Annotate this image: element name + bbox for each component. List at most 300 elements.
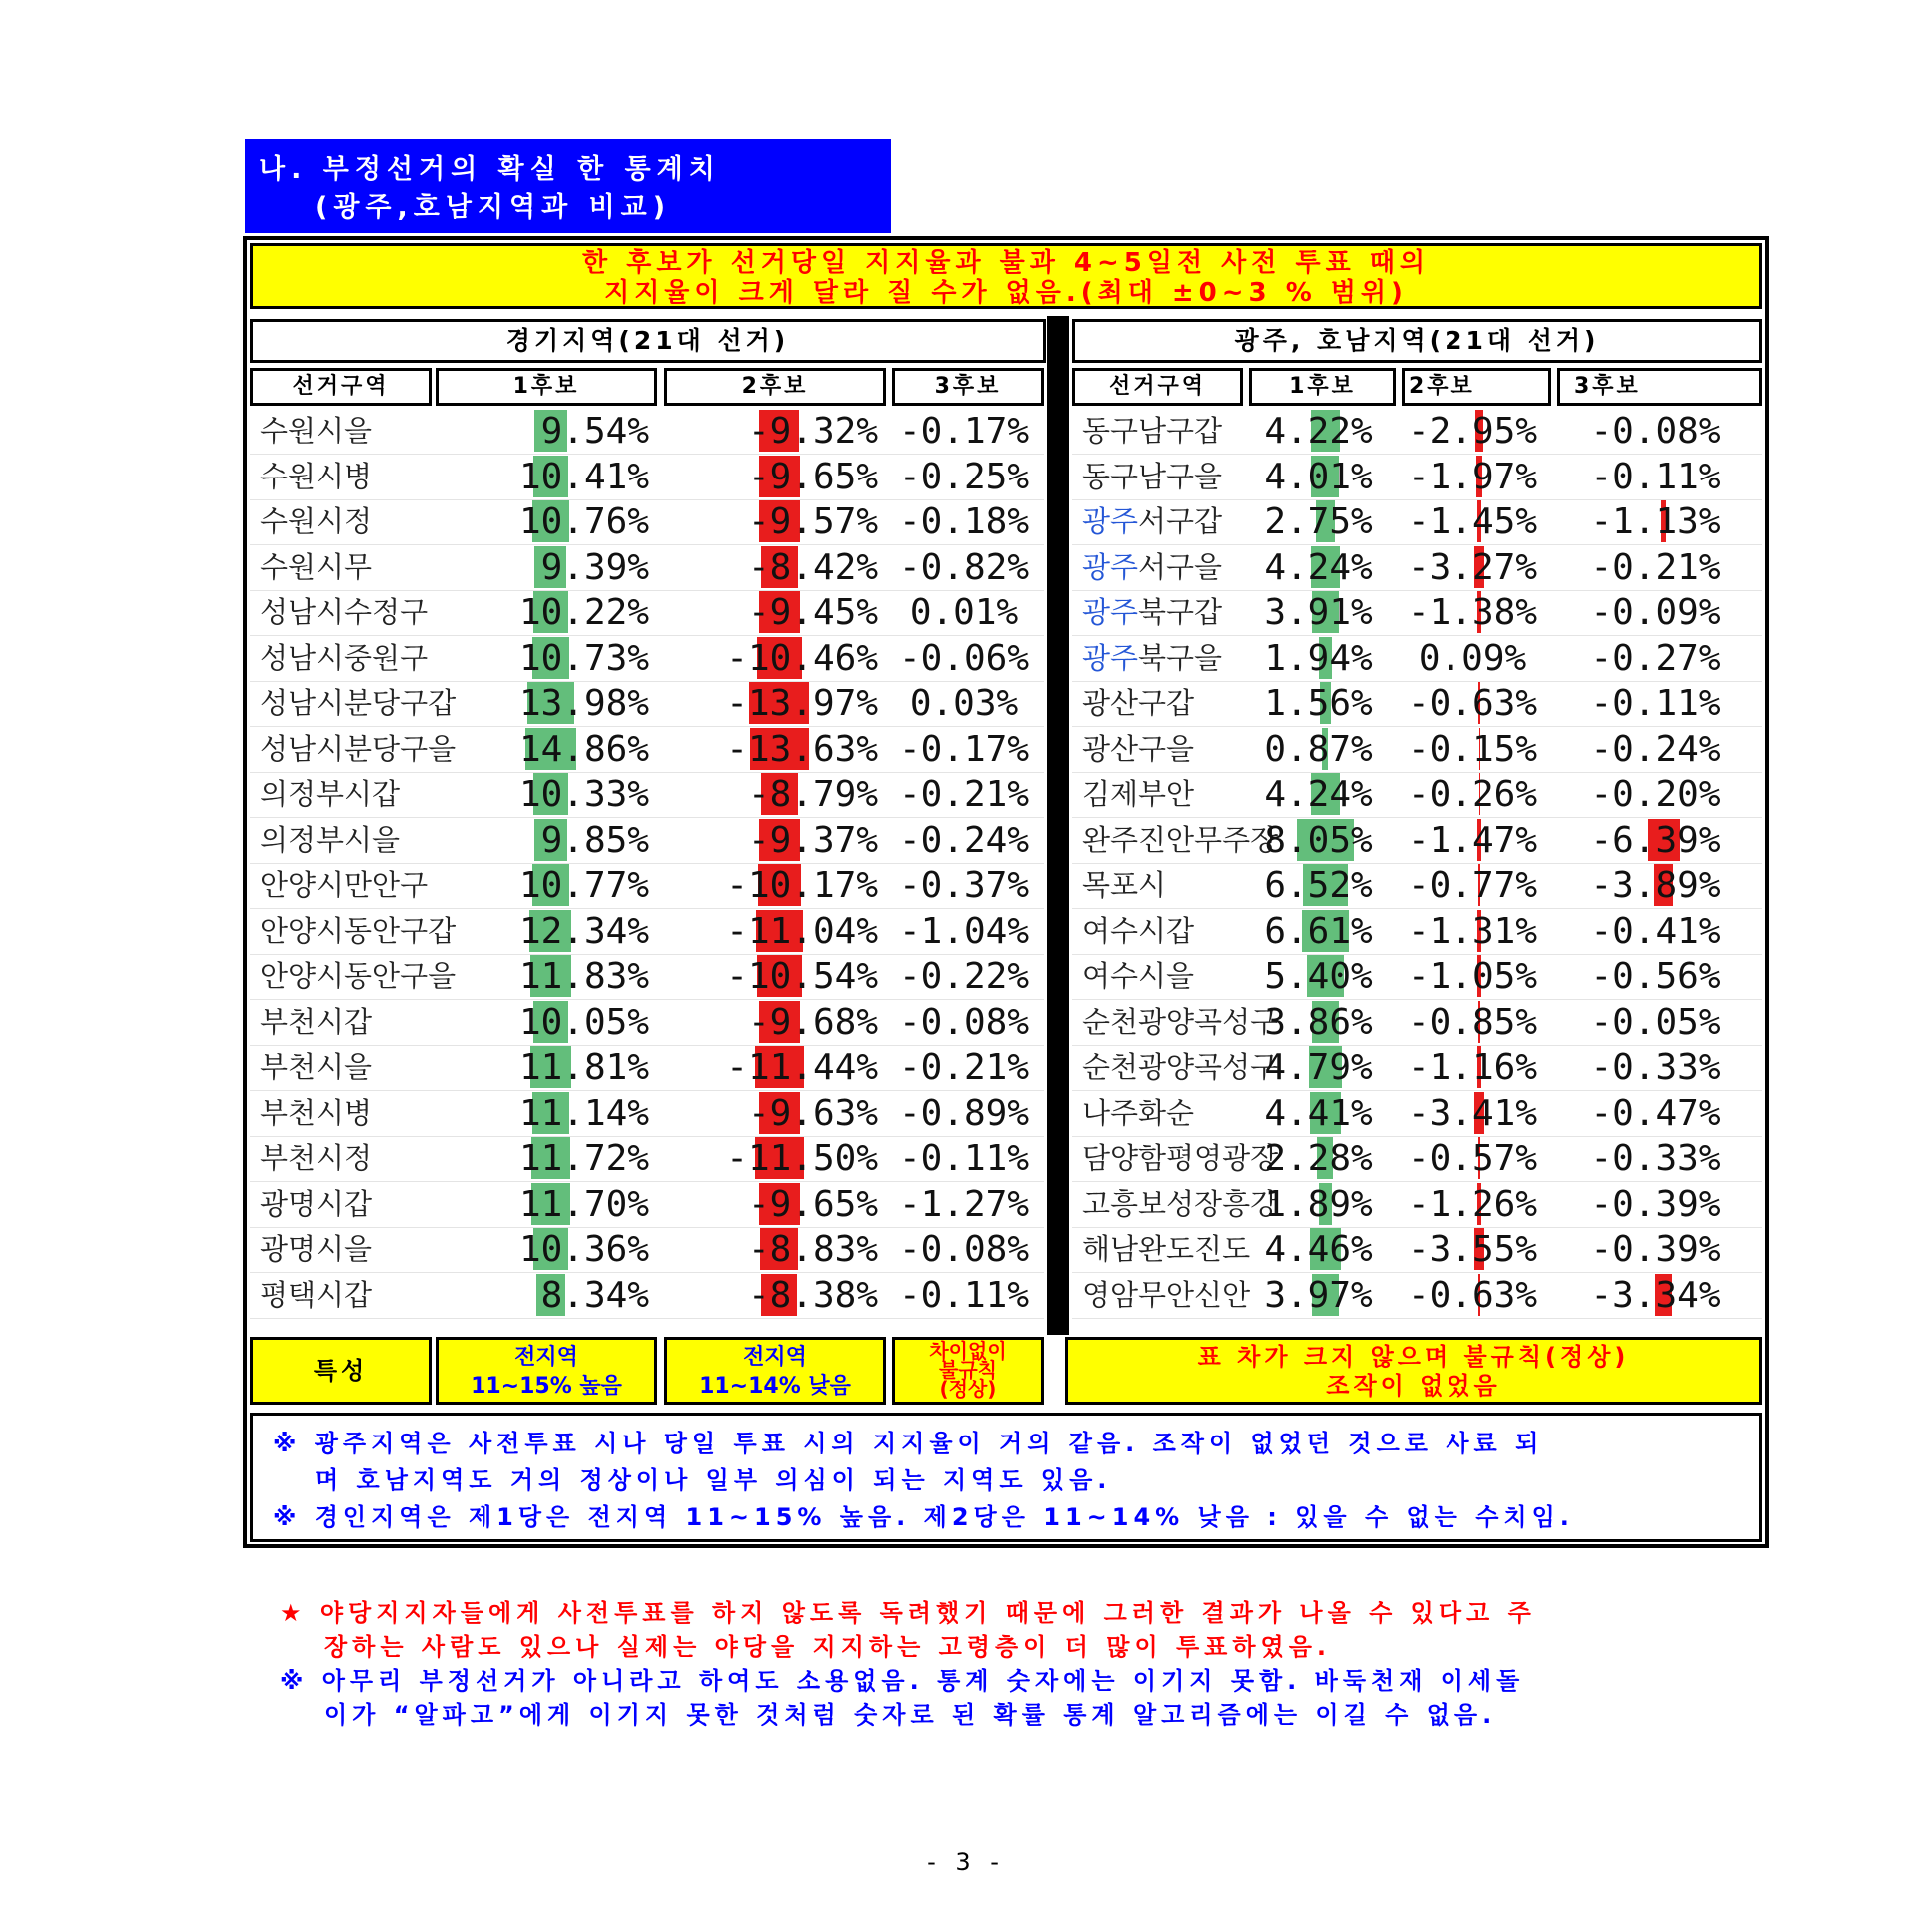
hn-c1-value: [1249, 1092, 1396, 1134]
district-name: 부천시정: [260, 1141, 373, 1175]
gg-c2-value: [664, 728, 886, 770]
gg-c2-value-text: -8.38%: [747, 1274, 878, 1316]
gg-c1-value: [436, 682, 657, 724]
section-title: 나. 부정선거의 확실 한 통계치: [259, 154, 721, 185]
hn-c1-value-text: 4.24%: [1264, 774, 1373, 815]
hn-c1-value: [1249, 819, 1396, 861]
hn-c2-value: [1402, 1092, 1551, 1134]
hn-c2-value: [1402, 591, 1551, 633]
gg-c3-value-text: 0.01%: [909, 592, 1019, 633]
gg-c3-value: [892, 637, 1044, 679]
footer-c1-line2: 11~15% 높음: [471, 1374, 622, 1399]
gg-c3-value: [892, 1137, 1044, 1179]
district-suffix: 해남완도진도: [1082, 1232, 1251, 1266]
gg-c3-value-text: -0.22%: [898, 956, 1030, 997]
hn-c1-value-text: 6.61%: [1264, 910, 1373, 952]
footer-c3-line3: (정상): [939, 1377, 997, 1401]
star-line-2: 장하는 사람도 있으나 실제는 야당을 지지하는 고령층이 더 많이 투표하였음.: [324, 1633, 1332, 1661]
hn-c3-value-text: -3.89%: [1590, 865, 1721, 906]
hn-c1-value: [1249, 637, 1396, 679]
gg-c1-value-text: 9.39%: [540, 546, 649, 588]
table-row: [250, 456, 1044, 500]
hn-c2-value: [1402, 728, 1551, 770]
claim-banner: [250, 243, 1762, 309]
gg-c1-value: [436, 955, 657, 997]
footer-c1-line1: 전지역: [514, 1345, 578, 1370]
district-name: 의정부시을: [260, 822, 401, 857]
gg-c2-value-text: -9.68%: [747, 1001, 878, 1043]
gg-c3-value-text: -0.17%: [898, 728, 1030, 770]
table-row: [250, 1137, 1044, 1182]
gg-c1-value-text: 8.34%: [540, 1274, 649, 1316]
hn-c2-value: [1402, 1046, 1551, 1088]
table-row: [1072, 728, 1762, 773]
hn-c3-value: [1557, 456, 1762, 497]
hn-c1-value-text: 3.91%: [1264, 592, 1373, 633]
hn-c3-value: [1557, 1092, 1762, 1134]
district-suffix: 여수시갑: [1082, 913, 1195, 948]
district-name: 안양시동안구을: [260, 959, 457, 993]
district-suffix: 목포시: [1082, 868, 1167, 902]
district-suffix: 광산구갑: [1082, 686, 1195, 720]
gg-c1-value: [436, 819, 657, 861]
section-subtitle: (광주,호남지역과 비교): [315, 192, 672, 223]
table-row: [250, 591, 1044, 636]
district-suffix: 광산구을: [1082, 731, 1195, 766]
gg-c1-value-text: 11.70%: [518, 1183, 649, 1225]
table-row: [250, 682, 1044, 727]
table-row: [1072, 637, 1762, 682]
star-text-1: 야당지지자들에게 사전투표를 하지 않도록 독려했기 때문에 그러한 결과가 나올 수 있다고 주: [319, 1599, 1536, 1627]
page-number: - 3 -: [927, 1848, 1005, 1876]
hn-c2-value-text: -1.05%: [1407, 956, 1538, 997]
table-row: [1072, 500, 1762, 545]
gg-c1-value-text: 11.72%: [518, 1138, 649, 1179]
district-name: 부천시갑: [260, 1004, 373, 1039]
gg-c2-value-text: -10.54%: [726, 956, 878, 997]
district-name: [1072, 819, 1279, 861]
district-name: [1072, 1228, 1251, 1270]
gg-c3-value: [892, 955, 1044, 997]
star-line-1: [280, 1596, 1758, 1630]
hn-c2-value: [1402, 910, 1551, 952]
hn-c3-value-text: -0.41%: [1590, 910, 1721, 952]
hn-c3-value-text: -0.11%: [1590, 683, 1721, 724]
table-row: [1072, 456, 1762, 500]
note-text-3: 경인지역은 제1당은 전지역 11~15% 높음. 제2당은 11~14% 낮음 : 있을 수 없는 수치임.: [314, 1503, 1574, 1531]
district-name: 성남시수정구: [260, 595, 429, 629]
gg-c3-value-text: -0.24%: [898, 819, 1030, 861]
gg-c3-value-text: -1.27%: [898, 1183, 1030, 1225]
hn-c1-value: [1249, 1001, 1396, 1043]
gg-c3-value-text: -0.11%: [898, 1138, 1030, 1179]
table-row: [1072, 591, 1762, 636]
gg-c3-value-text: -0.17%: [898, 411, 1030, 452]
hn-c3-value-text: -6.39%: [1590, 819, 1721, 861]
hn-c1-value-text: 4.79%: [1264, 1047, 1373, 1088]
table-row: [1072, 1183, 1762, 1228]
gg-c3-value-text: -0.25%: [898, 456, 1030, 497]
district-name: [1072, 1092, 1240, 1134]
gg-c1-value: [436, 1228, 657, 1270]
gg-c2-value: [664, 1183, 886, 1225]
hn-c1-value-text: 1.89%: [1264, 1183, 1373, 1225]
district-name: [1072, 728, 1240, 770]
table-row: [1072, 864, 1762, 909]
gg-c1-value: [436, 1092, 657, 1134]
hn-c3-value: [1557, 1183, 1762, 1225]
gg-c2-value-text: -11.44%: [726, 1047, 878, 1088]
district-suffix: 서구갑: [1138, 504, 1223, 538]
gg-c3-value: [892, 456, 1044, 497]
note-mark: ※: [273, 1503, 302, 1531]
gg-c1-value-text: 10.33%: [518, 774, 649, 815]
hn-c3-value-text: -0.05%: [1590, 1001, 1721, 1043]
gg-c1-value: [436, 1001, 657, 1043]
gg-header-c2: 2후보: [664, 368, 886, 406]
gg-c2-value-text: -13.63%: [726, 728, 878, 770]
hn-header-c2: 2후보: [1402, 368, 1551, 406]
footer-honam-line1: 표 차가 크지 않으며 불규칙(정상): [1197, 1343, 1630, 1371]
table-row: [1072, 955, 1762, 1000]
hn-c3-value-text: -0.47%: [1590, 1092, 1721, 1134]
hn-c1-value: [1249, 456, 1396, 497]
district-name: 수원시을: [260, 414, 373, 448]
hn-c2-value: [1402, 864, 1551, 906]
star-icon: ★: [280, 1599, 307, 1627]
hn-c1-value: [1249, 1183, 1396, 1225]
gg-c1-value-text: 13.98%: [518, 683, 649, 724]
note-text-1: 광주지역은 사전투표 시나 당일 투표 시의 지지율이 거의 같음. 조작이 없었던 것으로 사료 되: [314, 1430, 1544, 1457]
gg-c3-value-text: 0.03%: [909, 683, 1019, 724]
gyeonggi-title: 경기지역(21대 선거): [250, 319, 1046, 363]
hn-c1-value-text: 4.46%: [1264, 1229, 1373, 1270]
district-name: [1072, 1274, 1251, 1316]
gg-c1-value-text: 10.05%: [518, 1001, 649, 1043]
hn-c1-value-text: 1.94%: [1264, 637, 1373, 679]
table-row: [250, 1001, 1044, 1046]
gg-header-c3: 3후보: [892, 368, 1044, 406]
gg-c2-value: [664, 410, 886, 452]
district-name: 성남시분당구갑: [260, 686, 457, 720]
district-prefix: 광주: [1082, 504, 1139, 538]
gg-c2-value-text: -10.17%: [726, 865, 878, 906]
hn-c3-value: [1557, 1001, 1762, 1043]
district-name: [1072, 1046, 1279, 1088]
table-row: [250, 637, 1044, 682]
district-name: 부천시을: [260, 1050, 373, 1084]
hn-c1-value: [1249, 864, 1396, 906]
hn-c2-value-text: -1.26%: [1407, 1183, 1538, 1225]
note-line-1: [273, 1426, 1743, 1462]
hn-c3-value-text: -0.08%: [1590, 411, 1721, 452]
district-name: [1072, 637, 1240, 679]
table-row: [250, 773, 1044, 818]
district-name: 수원시정: [260, 504, 373, 538]
gg-c3-value: [892, 819, 1044, 861]
gg-c2-value: [664, 910, 886, 952]
gg-c2-value: [664, 1046, 886, 1088]
district-suffix: 여수시을: [1082, 959, 1195, 993]
gg-c3-value-text: -0.21%: [898, 774, 1030, 815]
hn-c1-value: [1249, 1228, 1396, 1270]
table-row: [250, 1274, 1044, 1319]
hn-c1-value: [1249, 1046, 1396, 1088]
table-row: [1072, 1137, 1762, 1182]
gg-c3-value-text: -0.21%: [898, 1047, 1030, 1088]
gg-c2-value: [664, 637, 886, 679]
district-name: 안양시만안구: [260, 868, 429, 902]
gg-c2-value-text: -13.97%: [726, 683, 878, 724]
hn-c1-value: [1249, 955, 1396, 997]
district-suffix: 북구을: [1138, 640, 1223, 675]
table-row: [1072, 1001, 1762, 1046]
hn-c3-value-text: -0.21%: [1590, 546, 1721, 588]
footer-honam: [1065, 1337, 1762, 1405]
district-name: 광명시을: [260, 1232, 373, 1266]
hn-c3-value-text: -0.33%: [1590, 1047, 1721, 1088]
district-name: [1072, 910, 1240, 952]
district-name: [1072, 500, 1240, 542]
hn-c3-value: [1557, 1046, 1762, 1088]
district-name: [1072, 456, 1240, 497]
hn-header-district: 선거구역: [1072, 368, 1243, 406]
table-row: [1072, 1092, 1762, 1137]
hn-c2-value: [1402, 1274, 1551, 1316]
hn-c2-value-text: -1.38%: [1407, 592, 1538, 633]
hn-c1-value: [1249, 500, 1396, 542]
gg-c2-value-text: -8.42%: [747, 546, 878, 588]
gg-c1-value: [436, 1183, 657, 1225]
hn-c2-value-text: -3.27%: [1407, 546, 1538, 588]
hn-c1-value-text: 4.22%: [1264, 411, 1373, 452]
gg-c2-value: [664, 864, 886, 906]
gg-c2-value-text: -8.83%: [747, 1229, 878, 1270]
hn-c2-value-text: 0.09%: [1418, 637, 1527, 679]
section-header: [245, 139, 891, 233]
hn-c3-value: [1557, 864, 1762, 906]
gg-c3-value-text: -0.37%: [898, 865, 1030, 906]
note-line-3: [273, 1499, 1743, 1536]
gg-c1-value-text: 14.86%: [518, 728, 649, 770]
gg-c3-value-text: -0.18%: [898, 501, 1030, 542]
hn-c2-value-text: -0.26%: [1407, 774, 1538, 815]
district-name: [1072, 1183, 1279, 1225]
commentary: [280, 1596, 1758, 1732]
hn-c2-value: [1402, 819, 1551, 861]
hn-c3-value-text: -0.33%: [1590, 1138, 1721, 1179]
gg-c3-value-text: -0.08%: [898, 1001, 1030, 1043]
gg-header-district: 선거구역: [250, 368, 432, 406]
note2-text-1: 아무리 부정선거가 아니라고 하여도 소용없음. 통계 숫자에는 이기지 못함. 바둑천재 이세돌: [321, 1667, 1525, 1695]
hn-c2-value-text: -0.15%: [1407, 728, 1538, 770]
gg-c1-value-text: 10.22%: [518, 592, 649, 633]
hn-c1-value-text: 3.97%: [1264, 1274, 1373, 1316]
gg-header-c1: 1후보: [436, 368, 657, 406]
hn-c1-value-text: 1.56%: [1264, 683, 1373, 724]
hn-c3-value: [1557, 1274, 1762, 1316]
hn-c2-value: [1402, 637, 1551, 679]
district-suffix: 동구남구갑: [1082, 414, 1223, 448]
gg-c3-value-text: -0.08%: [898, 1229, 1030, 1270]
note-mark: ※: [273, 1430, 302, 1457]
district-name: [1072, 546, 1240, 588]
footer-c3: [892, 1337, 1044, 1405]
gg-c1-value-text: 12.34%: [518, 910, 649, 952]
district-name: [1072, 955, 1240, 997]
district-name: 수원시병: [260, 459, 373, 493]
gg-c1-value: [436, 910, 657, 952]
gg-c3-value: [892, 864, 1044, 906]
hn-c3-value: [1557, 591, 1762, 633]
hn-c3-value-text: -0.39%: [1590, 1229, 1721, 1270]
gg-c2-value: [664, 1228, 886, 1270]
gg-c1-value: [436, 1137, 657, 1179]
hn-c3-value: [1557, 410, 1762, 452]
hn-c3-value-text: -0.24%: [1590, 728, 1721, 770]
gg-c3-value: [892, 1092, 1044, 1134]
hn-c2-value: [1402, 1228, 1551, 1270]
gg-c1-value: [436, 591, 657, 633]
gg-c3-value: [892, 1183, 1044, 1225]
hn-c1-value: [1249, 773, 1396, 815]
district-suffix: 순천광양곡성구: [1082, 1050, 1279, 1084]
gg-c2-value: [664, 955, 886, 997]
gg-c1-value-text: 10.73%: [518, 637, 649, 679]
note2-line-2: 이가 “알파고”에게 이기지 못한 것처럼 숫자로 된 확률 통계 알고리즘에는 이길 수 없음.: [324, 1701, 1497, 1729]
hn-c2-value-text: -1.45%: [1407, 501, 1538, 542]
hn-c1-value: [1249, 546, 1396, 588]
footer-label: 특성: [250, 1337, 432, 1405]
hn-c3-value: [1557, 773, 1762, 815]
table-row: [250, 410, 1044, 455]
district-prefix: 광주: [1082, 640, 1139, 675]
gg-c3-value-text: -1.04%: [898, 910, 1030, 952]
gg-c3-value-text: -0.06%: [898, 637, 1030, 679]
table-row: [1072, 1274, 1762, 1319]
gg-c2-value: [664, 456, 886, 497]
hn-c3-value: [1557, 1137, 1762, 1179]
district-name: 성남시분당구을: [260, 731, 457, 766]
table-row: [1072, 1046, 1762, 1091]
district-name: 성남시중원구: [260, 640, 429, 675]
gg-c1-value: [436, 637, 657, 679]
table-row: [1072, 773, 1762, 818]
hn-c3-value-text: -0.39%: [1590, 1183, 1721, 1225]
row-separator: [1072, 1318, 1762, 1319]
footer-c3-line1: 차이없이: [929, 1339, 1007, 1363]
gg-c3-value: [892, 546, 1044, 588]
footer-c1: [436, 1337, 657, 1405]
hn-header-c1: 1후보: [1249, 368, 1396, 406]
footer-c2: [664, 1337, 886, 1405]
hn-c3-value-text: -0.56%: [1590, 956, 1721, 997]
district-name: 광명시갑: [260, 1186, 373, 1221]
claim-line-2: 지지율이 크게 달라 질 수가 없음.(최대 ±0~3 % 범위): [604, 278, 1408, 308]
hn-c2-value: [1402, 773, 1551, 815]
gg-c3-value: [892, 1001, 1044, 1043]
hn-c2-value-text: -1.16%: [1407, 1047, 1538, 1088]
hn-c1-value-text: 4.24%: [1264, 546, 1373, 588]
table-row: [1072, 682, 1762, 727]
gg-c2-value: [664, 1092, 886, 1134]
district-name: [1072, 591, 1240, 633]
district-name: [1072, 864, 1240, 906]
gg-c1-value-text: 10.36%: [518, 1229, 649, 1270]
gg-c3-value: [892, 1046, 1044, 1088]
gg-c3-value: [892, 500, 1044, 542]
hn-c2-value-text: -0.63%: [1407, 1274, 1538, 1316]
hn-c2-value-text: -3.55%: [1407, 1229, 1538, 1270]
table-row: [250, 728, 1044, 773]
table-row: [1072, 546, 1762, 591]
hn-c1-value-text: 4.41%: [1264, 1092, 1373, 1134]
notes-box: [250, 1413, 1762, 1542]
district-prefix: 광주: [1082, 595, 1139, 629]
hn-c1-value-text: 6.52%: [1264, 865, 1373, 906]
footer-c2-line1: 전지역: [743, 1345, 807, 1370]
district-suffix: 고흥보성장흥강: [1082, 1186, 1279, 1221]
gg-c3-value: [892, 1274, 1044, 1316]
hn-c1-value: [1249, 410, 1396, 452]
hn-c3-value: [1557, 546, 1762, 588]
column-divider: [1047, 316, 1069, 1335]
district-name: [1072, 773, 1240, 815]
hn-c1-value: [1249, 910, 1396, 952]
district-suffix: 완주진안무주장: [1082, 822, 1279, 857]
footer-c3-line2: 불규칙: [939, 1358, 997, 1382]
gg-c1-value: [436, 456, 657, 497]
hn-c1-value: [1249, 682, 1396, 724]
hn-c2-value: [1402, 1137, 1551, 1179]
hn-c1-value: [1249, 1137, 1396, 1179]
gg-c3-value: [892, 410, 1044, 452]
district-suffix: 김제부안: [1082, 777, 1195, 811]
hn-c3-value-text: -0.09%: [1590, 592, 1721, 633]
table-row: [1072, 910, 1762, 955]
gg-c1-value: [436, 773, 657, 815]
district-name: 의정부시갑: [260, 777, 401, 811]
table-row: [1072, 1228, 1762, 1273]
gg-c1-value: [436, 410, 657, 452]
note-line-2: 며 호남지역도 거의 정상이나 일부 의심이 되는 지역도 있음.: [315, 1466, 1112, 1494]
gg-c2-value: [664, 546, 886, 588]
table-row: [250, 1046, 1044, 1091]
honam-table: [1072, 410, 1762, 1331]
district-suffix: 영암무안신안: [1082, 1277, 1251, 1312]
hn-c2-value: [1402, 682, 1551, 724]
gg-c2-value-text: -11.04%: [726, 910, 878, 952]
row-separator: [250, 1318, 1044, 1319]
district-suffix: 북구갑: [1138, 595, 1223, 629]
hn-c3-value-text: -0.11%: [1590, 456, 1721, 497]
gg-c2-value-text: -8.79%: [747, 774, 878, 815]
hn-c3-value-text: -3.34%: [1590, 1274, 1721, 1316]
note2-line-1: [280, 1664, 1758, 1698]
hn-c3-value-text: -0.27%: [1590, 637, 1721, 679]
hn-c1-value-text: 8.05%: [1264, 819, 1373, 861]
gg-c3-value: [892, 773, 1044, 815]
hn-c2-value: [1402, 1183, 1551, 1225]
gg-c3-value: [892, 1228, 1044, 1270]
gg-c2-value-text: -9.63%: [747, 1092, 878, 1134]
gg-c2-value-text: -9.32%: [747, 411, 878, 452]
district-name: [1072, 1137, 1279, 1179]
gg-c2-value: [664, 1137, 886, 1179]
hn-c2-value-text: -0.57%: [1407, 1138, 1538, 1179]
gg-c2-value-text: -10.46%: [726, 637, 878, 679]
gg-c2-value: [664, 1274, 886, 1316]
